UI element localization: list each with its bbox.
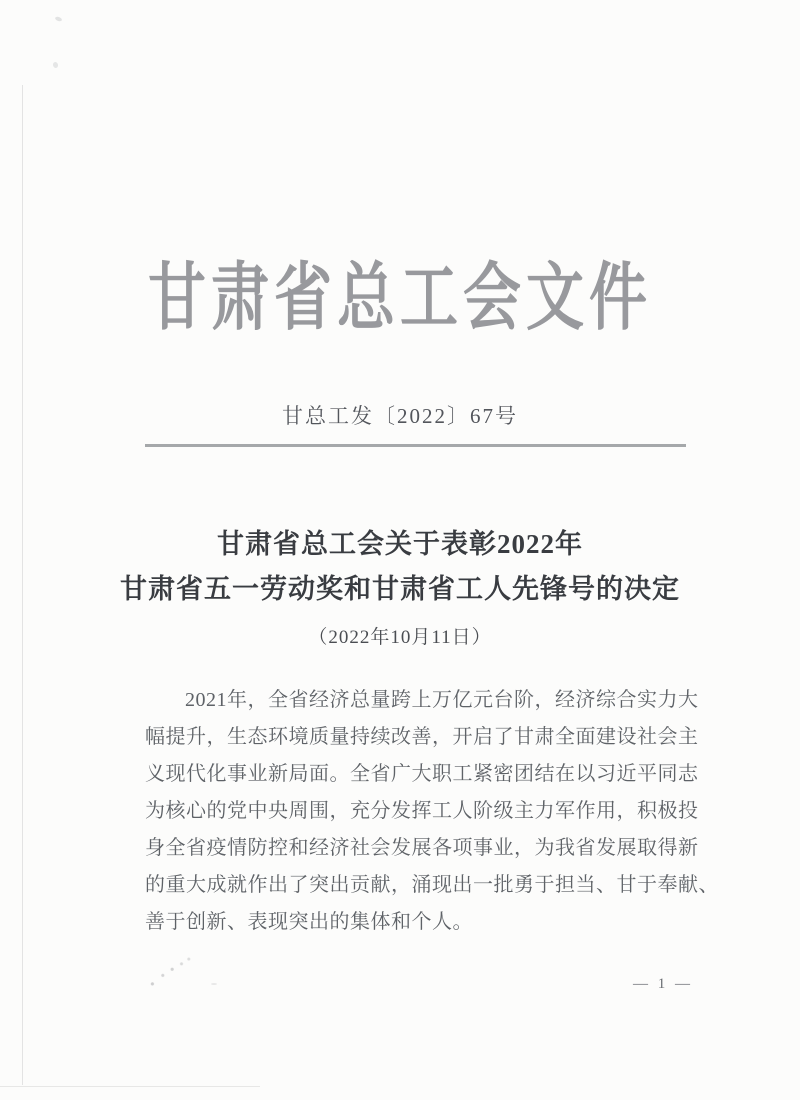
scan-smudge <box>52 61 58 68</box>
document-number: 甘总工发〔2022〕67号 <box>282 404 518 428</box>
masthead-title: 甘肃省总工会文件 <box>147 256 652 339</box>
title-line-2: 甘肃省五一劳动奖和甘肃省工人先锋号的决定 <box>120 574 680 604</box>
paper-edge-bottom <box>0 1086 260 1087</box>
body-line: 为核心的党中央周围，充分发挥工人阶级主力军作用，积极投 <box>145 800 699 822</box>
scan-smudge <box>55 16 63 22</box>
document-title <box>0 522 800 649</box>
title-date: （2022年10月11日） <box>308 627 492 648</box>
body-line: 义现代化事业新局面。全省广大职工紧密团结在以习近平同志 <box>145 763 699 785</box>
title-line-1: 甘肃省总工会关于表彰2022年 <box>217 529 583 559</box>
body-paragraph <box>145 682 719 941</box>
body-line: 幅提升，生态环境质量持续改善，开启了甘肃全面建设社会主 <box>145 726 699 748</box>
body-line: 的重大成就作出了突出贡献，涌现出一批勇于担当、甘于奉献、 <box>145 874 719 896</box>
page-number: — 1 — <box>633 976 693 992</box>
body-line: 善于创新、表现突出的集体和个人。 <box>145 911 473 933</box>
body-line: 2021年，全省经济总量跨上万亿元台阶，经济综合实力大 <box>185 689 699 711</box>
body-line: 身全省疫情防控和经济社会发展各项事业，为我省发展取得新 <box>145 837 699 859</box>
pencil-scribble-mark <box>142 955 194 989</box>
header-rule <box>145 444 686 447</box>
scan-smudge <box>211 983 217 985</box>
